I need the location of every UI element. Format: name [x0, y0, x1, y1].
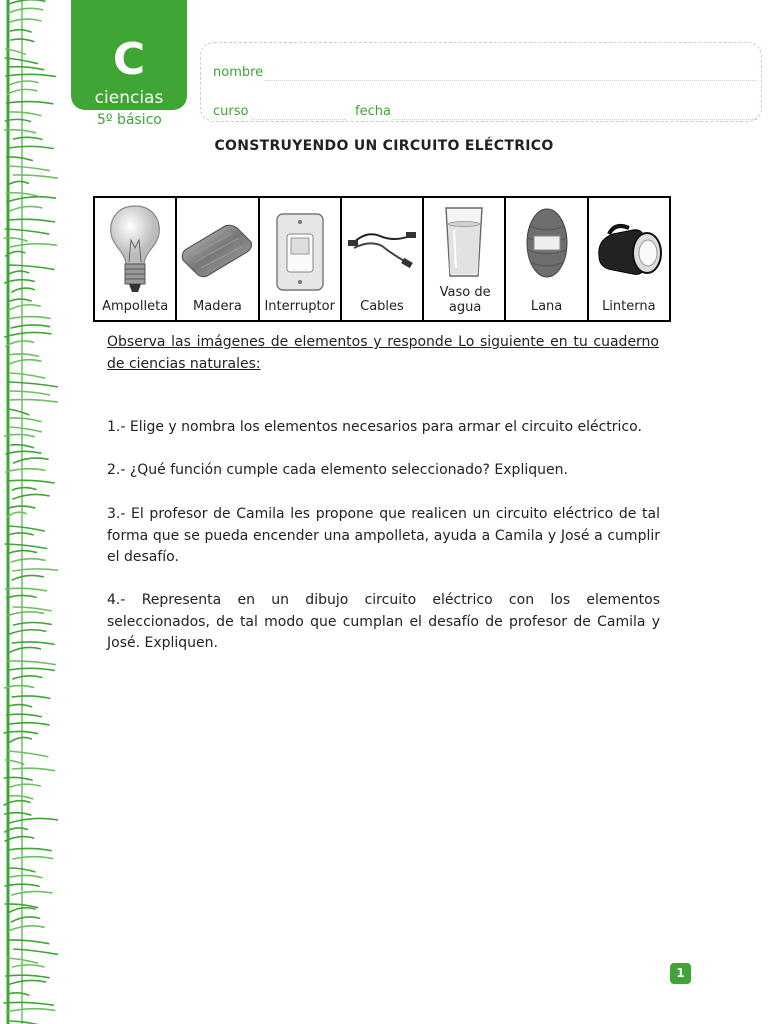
- element-cell: [95, 198, 177, 320]
- water-glass-icon: [442, 204, 486, 280]
- question-3: 3.- El profesor de Camila les propone que realicen un circuito eléctrico de tal forma que se pueda encender una ampolleta, ayuda a Camila y José a cumplir el desafío.: [107, 506, 660, 565]
- element-cell: [589, 198, 669, 320]
- elements-table: [93, 196, 671, 322]
- subject-tab: [71, 0, 187, 110]
- element-cell: [506, 198, 588, 320]
- yarn-ball-icon: [524, 206, 570, 280]
- date-label: fecha: [355, 104, 391, 119]
- question-4: 4.- Representa en un dibujo circuito eléctrico con los elementos seleccionados, de tal modo que cumplan el desafío de profesor de Camila y José. Expliquen.: [107, 592, 660, 651]
- cables-icon: [346, 220, 418, 280]
- instructions: Observa las imágenes de elementos y responde Lo siguiente en tu cuaderno de ciencias naturales:: [107, 334, 659, 372]
- course-field[interactable]: [252, 119, 347, 120]
- light-bulb-icon: [105, 204, 165, 296]
- element-label: Linterna: [602, 299, 656, 314]
- element-label: Ampolleta: [102, 299, 169, 314]
- question-1: 1.- Elige y nombra los elementos necesarios para armar el circuito eléctrico.: [107, 419, 642, 435]
- page-number: 1: [670, 963, 691, 984]
- element-label: Interruptor: [264, 299, 335, 314]
- subject-name: ciencias: [94, 88, 164, 108]
- date-field[interactable]: [392, 119, 757, 120]
- course-label: curso: [213, 104, 249, 119]
- element-label: Lana: [530, 299, 563, 314]
- switch-icon: [271, 210, 329, 296]
- page-title: CONSTRUYENDO UN CIRCUITO ELÉCTRICO: [214, 138, 554, 154]
- element-cell: [260, 198, 342, 320]
- flashlight-icon: [593, 222, 665, 284]
- question-2: 2.- ¿Qué función cumple cada elemento seleccionado? Expliquen.: [107, 462, 568, 478]
- student-info-box: [200, 42, 762, 122]
- element-label: Vaso de agua: [439, 285, 491, 315]
- element-cell: [424, 198, 506, 320]
- name-field[interactable]: [265, 80, 757, 81]
- wood-plank-icon: [179, 220, 255, 290]
- element-label: Madera: [193, 299, 242, 314]
- grade-label: 5º básico: [97, 112, 162, 128]
- element-cell: [177, 198, 259, 320]
- element-cell: [342, 198, 424, 320]
- subject-letter: C: [112, 34, 146, 85]
- element-label: Cables: [360, 299, 404, 314]
- name-label: nombre: [213, 65, 264, 80]
